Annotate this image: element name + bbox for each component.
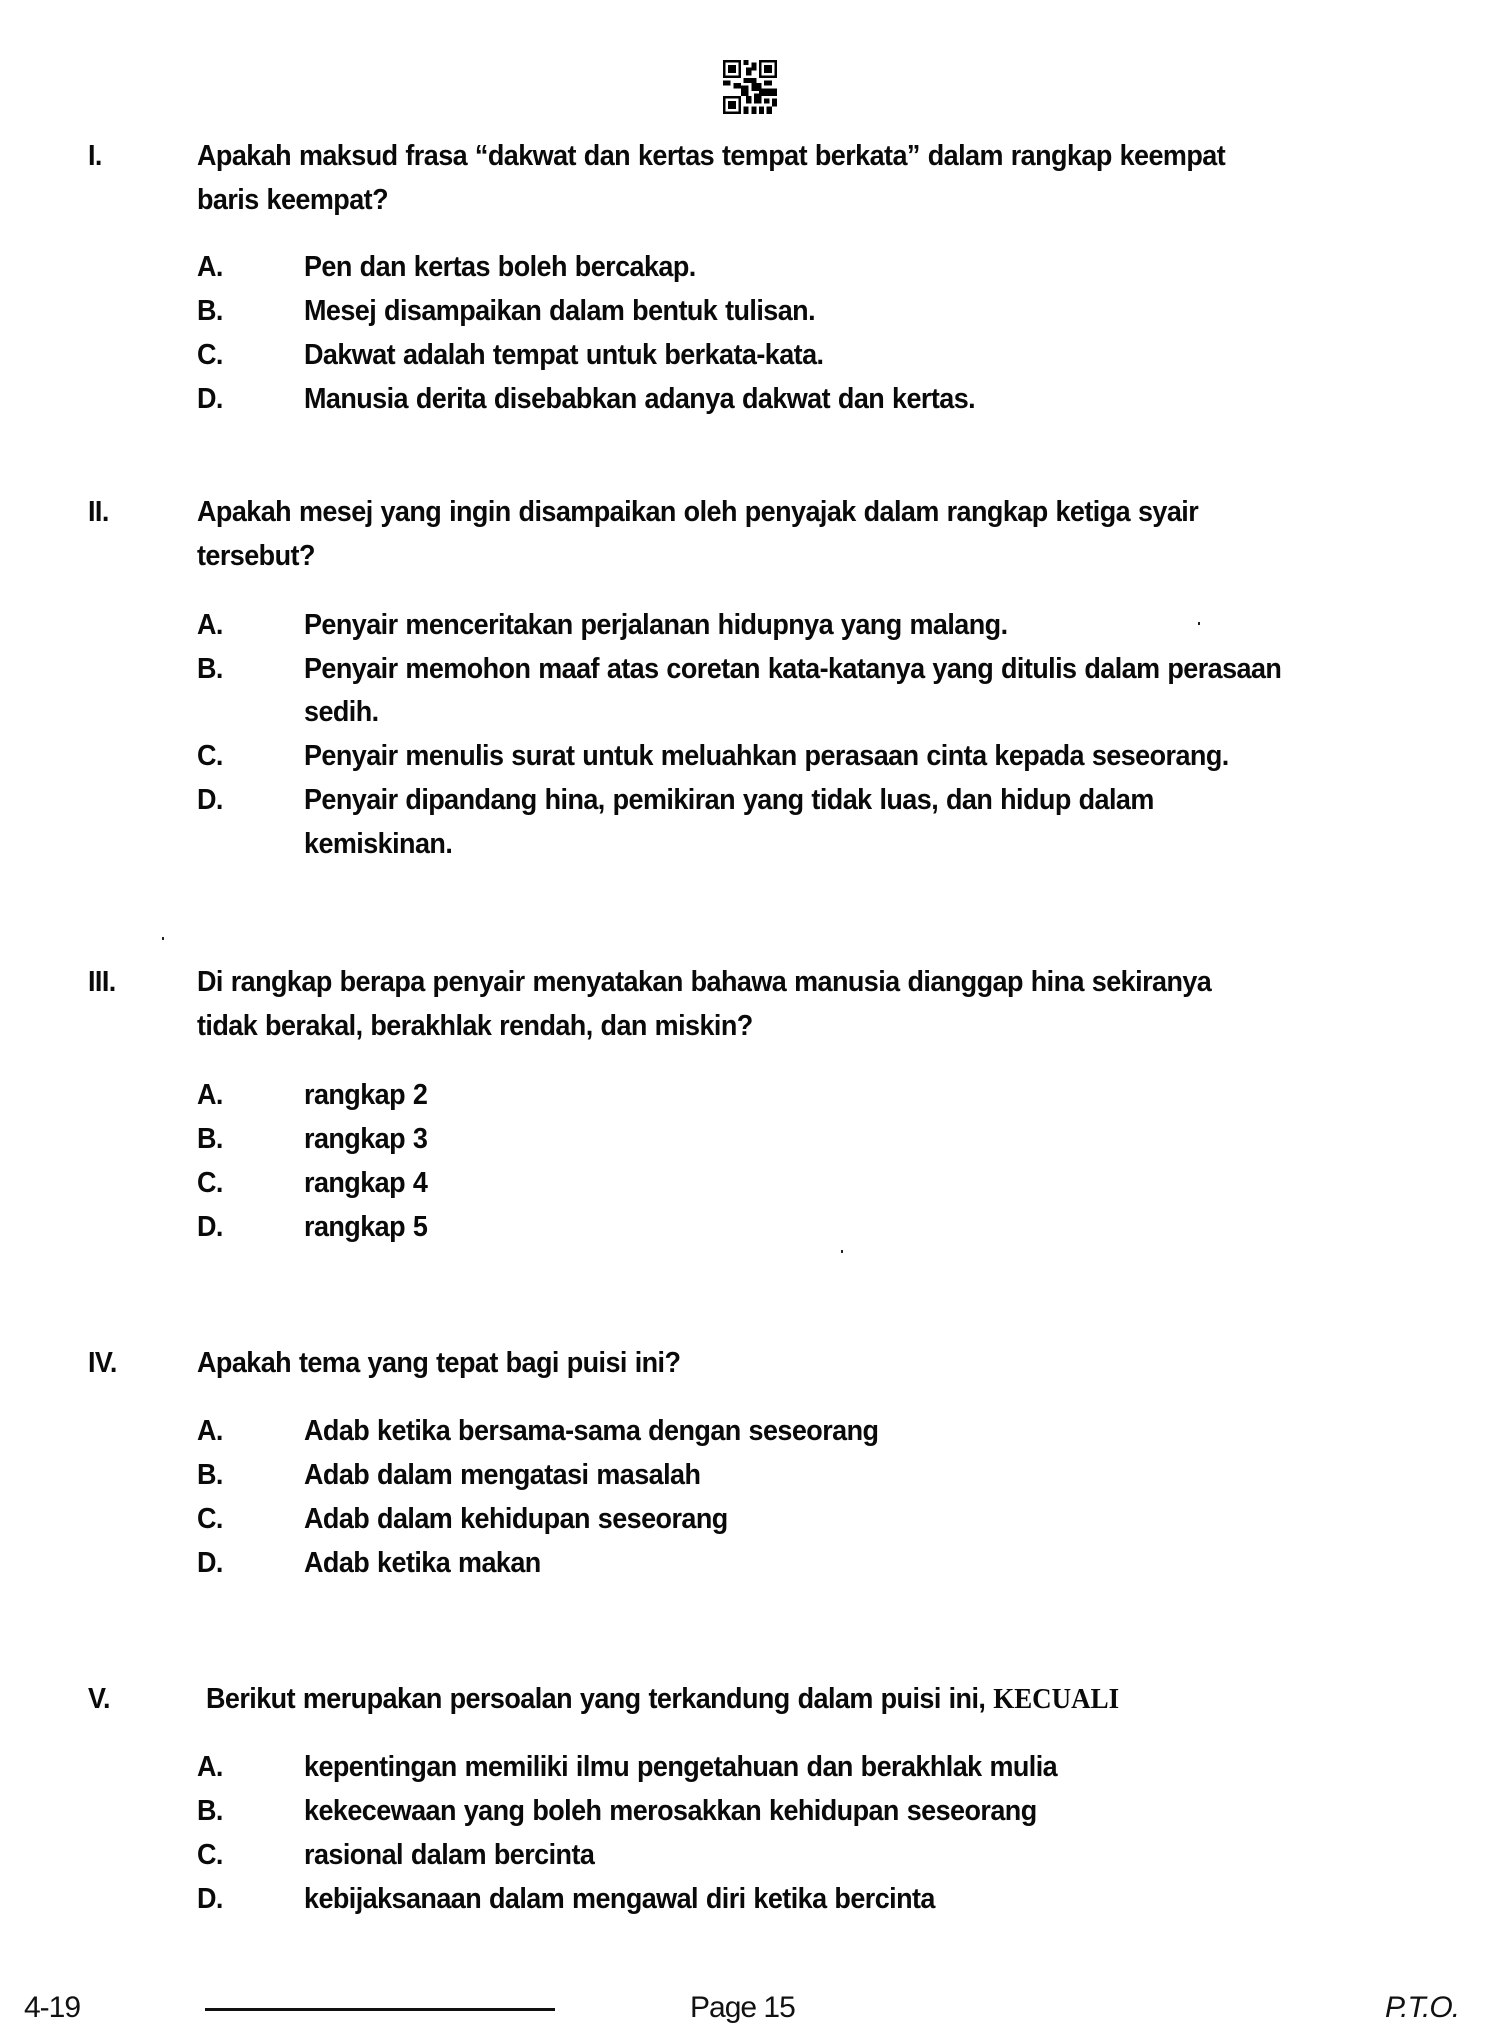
option-text: rangkap 4 [304, 1167, 428, 1199]
option-b[interactable] [0, 1789, 1505, 1833]
options-1 [0, 245, 1505, 421]
option-text-line: Penyair memohon maaf atas coretan kata-katanya yang ditulis dalam perasaan [304, 653, 1282, 685]
option-d[interactable] [0, 1205, 1505, 1249]
option-b[interactable] [0, 1117, 1505, 1161]
option-b[interactable] [0, 289, 1505, 333]
option-text-line: Penyair dipandang hina, pemikiran yang tidak luas, dan hidup dalam [304, 784, 1154, 816]
question-text-line: baris keempat? [197, 184, 388, 216]
option-b[interactable] [0, 647, 1505, 734]
question-emphasis: KECUALI [993, 1683, 1120, 1715]
option-text: rasional dalam bercinta [304, 1839, 595, 1871]
option-text: Adab ketika makan [304, 1547, 541, 1579]
options-3 [0, 1073, 1505, 1249]
option-text [304, 778, 1154, 866]
options-4 [0, 1409, 1505, 1585]
option-c[interactable] [0, 1497, 1505, 1541]
option-a[interactable] [0, 1409, 1505, 1453]
question-text-main: Berikut merupakan persoalan yang terkandung dalam puisi ini, [206, 1683, 994, 1715]
option-b[interactable] [0, 1453, 1505, 1497]
question-text-line: Apakah tema yang tepat bagi puisi ini? [197, 1347, 681, 1379]
please-turn-over: P.T.O. [1385, 1991, 1460, 2024]
scan-speck [1198, 622, 1200, 625]
option-text: Adab dalam kehidupan seseorang [304, 1503, 728, 1535]
option-a[interactable] [0, 245, 1505, 289]
option-text: Penyair menulis surat untuk meluahkan perasaan cinta kepada seseorang. [304, 740, 1229, 772]
option-letter: B. [197, 1459, 223, 1491]
option-c[interactable] [0, 734, 1505, 778]
option-letter: C. [197, 1503, 223, 1535]
option-letter: B. [197, 1123, 223, 1155]
option-text: Adab dalam mengatasi masalah [304, 1459, 701, 1491]
option-text-line: kemiskinan. [304, 828, 453, 860]
question-number: III. [88, 966, 116, 998]
question-text [197, 960, 1211, 1048]
option-letter: C. [197, 740, 223, 772]
option-letter: D. [197, 1211, 223, 1243]
option-a[interactable] [0, 1073, 1505, 1117]
question-number: II. [88, 496, 109, 528]
footer-rule [205, 2008, 555, 2011]
question-text [197, 134, 1225, 222]
option-d[interactable] [0, 1541, 1505, 1585]
question-text-line: Apakah maksud frasa “dakwat dan kertas tempat berkata” dalam rangkap keempat [197, 140, 1226, 172]
option-letter: C. [197, 1839, 223, 1871]
question-text-line: Di rangkap berapa penyair menyatakan bahawa manusia dianggap hina sekiranya [197, 966, 1212, 998]
option-letter: A. [197, 609, 223, 641]
question-text [197, 1341, 680, 1385]
question-text [206, 1677, 1119, 1721]
question-number: V. [88, 1683, 110, 1715]
scan-speck [162, 937, 164, 940]
option-d[interactable] [0, 1877, 1505, 1921]
page-number: Page 15 [690, 1991, 795, 2024]
option-letter: B. [197, 1795, 223, 1827]
option-letter: A. [197, 1079, 223, 1111]
option-text: Manusia derita disebabkan adanya dakwat dan kertas. [304, 383, 976, 415]
option-text: rangkap 5 [304, 1211, 428, 1243]
option-letter: C. [197, 1167, 223, 1199]
option-text: kekecewaan yang boleh merosakkan kehidupan seseorang [304, 1795, 1037, 1827]
option-a[interactable] [0, 1745, 1505, 1789]
option-text: rangkap 2 [304, 1079, 428, 1111]
option-c[interactable] [0, 333, 1505, 377]
option-c[interactable] [0, 1161, 1505, 1205]
option-letter: D. [197, 383, 223, 415]
option-text: Mesej disampaikan dalam bentuk tulisan. [304, 295, 816, 327]
option-text: Adab ketika bersama-sama dengan seseorang [304, 1415, 879, 1447]
option-letter: A. [197, 1415, 223, 1447]
qr-code-icon [722, 60, 778, 114]
page-footer [0, 1988, 1505, 2028]
option-text: rangkap 3 [304, 1123, 428, 1155]
options-5 [0, 1745, 1505, 1921]
question-text-line [206, 1677, 1119, 1721]
question-text-line: tersebut? [197, 540, 315, 572]
option-text: Dakwat adalah tempat untuk berkata-kata. [304, 339, 824, 371]
option-letter: B. [197, 653, 223, 685]
scan-speck [841, 1250, 843, 1253]
option-text: Penyair menceritakan perjalanan hidupnya yang malang. [304, 609, 1008, 641]
option-text: kebijaksanaan dalam mengawal diri ketika bercinta [304, 1883, 935, 1915]
paper-code: 4-19 [24, 1991, 81, 2024]
option-letter: A. [197, 251, 223, 283]
question-number: IV. [88, 1347, 117, 1379]
option-letter: A. [197, 1751, 223, 1783]
option-d[interactable] [0, 778, 1505, 865]
option-letter: D. [197, 784, 223, 816]
option-a[interactable] [0, 603, 1505, 647]
options-2 [0, 603, 1505, 865]
option-text: kepentingan memiliki ilmu pengetahuan dan berakhlak mulia [304, 1751, 1058, 1783]
question-number: I. [88, 140, 102, 172]
option-text-line: sedih. [304, 696, 379, 728]
option-text [304, 647, 1281, 734]
option-letter: C. [197, 339, 223, 371]
option-letter: D. [197, 1547, 223, 1579]
option-d[interactable] [0, 377, 1505, 421]
option-text: Pen dan kertas boleh bercakap. [304, 251, 696, 283]
option-c[interactable] [0, 1833, 1505, 1877]
option-letter: D. [197, 1883, 223, 1915]
question-text [197, 490, 1198, 578]
question-text-line: tidak berakal, berakhlak rendah, dan miskin? [197, 1010, 753, 1042]
option-letter: B. [197, 295, 223, 327]
question-text-line: Apakah mesej yang ingin disampaikan oleh penyajak dalam rangkap ketiga syair [197, 496, 1199, 528]
